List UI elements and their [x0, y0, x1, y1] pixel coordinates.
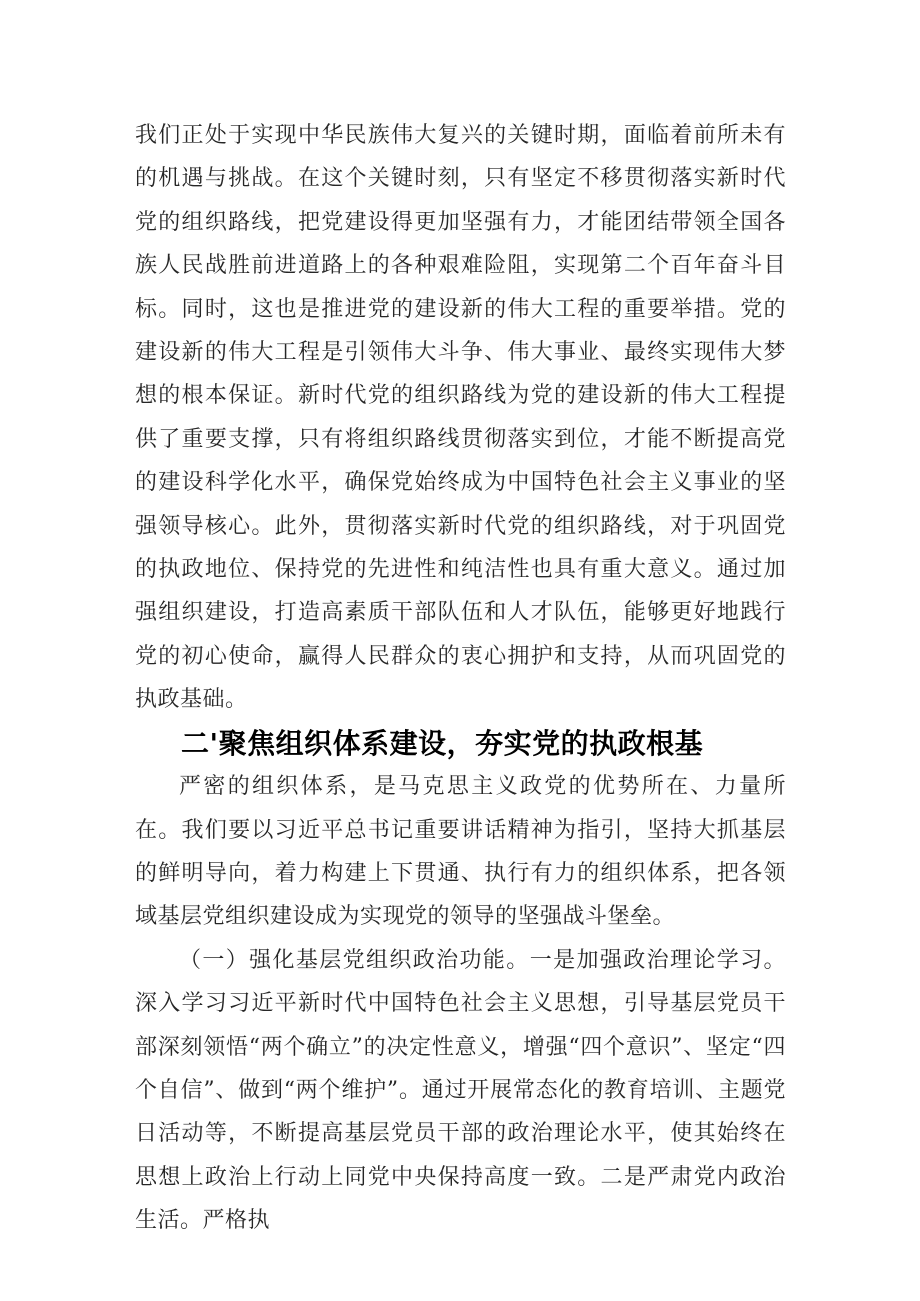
- paragraph: 严密的组织体系，是马克思主义政党的优势所在、力量所在。我们要以习近平总书记重要讲话精神为指引，坚持大抓基层的鲜明导向，着力构建上下贯通、执行有力的组织体系，把各领域基层党组织建设成为实现党的领导的坚强战斗堡垒。: [135, 774, 786, 930]
- paragraph: （一）强化基层党组织政治功能。一是加强政治理论学习。深入学习习近平新时代中国特色社会主义思想，引导基层党员干部深刻领悟“两个确立”的决定性意义，增强“四个意识”、坚定“四个自信”、做到“两个维护”。通过开展常态化的教育培训、主题党日活动等，不断提高基层党员干部的政治理论水平，使其始终在思想上政治上行动上同党中央保持高度一致。二是严肃党内政治生活。严格执: [135, 947, 786, 1234]
- paragraph-continuation: 我们正处于实现中华民族伟大复兴的关键时期，面临着前所未有的机遇与挑战。在这个关键时刻，只有坚定不移贯彻落实新时代党的组织路线，把党建设得更加坚强有力，才能团结带领全国各族人民战胜前进道路上的各种艰难险阻，实现第二个百年奋斗目标。同时，这也是推进党的建设新的伟大工程的重要举措。党的建设新的伟大工程是引领伟大斗争、伟大事业、最终实现伟大梦想的根本保证。新时代党的组织路线为党的建设新的伟大工程提供了重要支撑，只有将组织路线贯彻落实到位，才能不断提高党的建设科学化水平，确保党始终成为中国特色社会主义事业的坚强领导核心。此外，贯彻落实新时代党的组织路线，对于巩固党的执政地位、保持党的先进性和纯洁性也具有重大意义。通过加强组织建设，打造高素质干部队伍和人才队伍，能够更好地践行党的初心使命，赢得人民群众的衷心拥护和支持，从而巩固党的执政基础。: [135, 123, 786, 713]
- document-content: [135, 114, 786, 1243]
- section-heading: 二'聚焦组织体系建设，夯实党的执政根基: [181, 726, 704, 760]
